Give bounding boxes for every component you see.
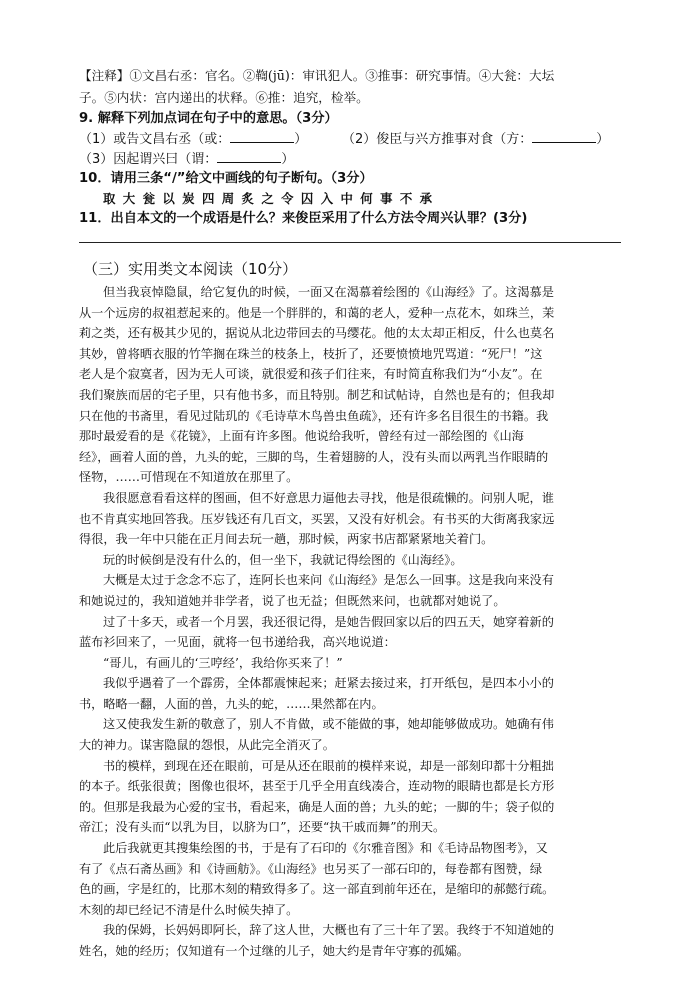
article-line: 木刻的却已经记不清是什么时候失掉了。 [79, 902, 299, 917]
notes-line-2 [79, 88, 619, 108]
article-paragraph [79, 570, 619, 611]
article-line: 玩的时候倒是没有什么的，但一坐下，我就记得绘图的《山海经》。 [103, 552, 463, 567]
article-paragraph [79, 653, 619, 674]
q9-item-3-end: ） [281, 152, 295, 167]
article-line: 也不肯真实地回答我。压岁钱还有几百文，买罢，又没有好机会。有书买的大街离我家远 [79, 511, 555, 526]
notes-text-2: 子。⑤内状：宫内递出的状释。⑥推：追究，检举。 [79, 90, 369, 105]
article-line: 我们聚族而居的宅子里，只有他书多，而且特别。制艺和试帖诗，自然也是有的；但我却 [79, 387, 555, 402]
article-line: 得很，我一年中只能在正月间去玩一趟，那时候，两家书店都紧紧地关着门。 [79, 532, 494, 547]
question-9-item-3 [79, 149, 294, 170]
article-line: 怪物，……可惜现在不知道放在那里了。 [79, 470, 299, 485]
article-line: 书的模样，到现在还在眼前，可是从还在眼前的模样来说，却是一部刻印都十分粗拙 [103, 758, 554, 773]
article-line: 那时最爱看的是《花镜》，上面有许多图。他说给我听，曾经有过一部绘图的《山海 [79, 429, 524, 444]
article-line: 蓝布衫回来了，一见面，就将一包书递给我，高兴地说道： [79, 635, 396, 650]
article-line: 书，略略一翻，人面的兽，九头的蛇，……果然都在内。 [79, 696, 384, 711]
article-line: 色的画，字是红的，比那木刻的精致得多了。这一部直到前年还在，是缩印的郝懿行疏。 [79, 882, 555, 897]
article-line: 姓名，她的经历；仅知道有一个过继的儿子，她大约是青年守寡的孤孀。 [79, 944, 469, 958]
article-paragraph [79, 612, 619, 653]
article-paragraph [79, 282, 619, 488]
question-9-title: 9. 解释下列加点词在句子中的意思。（3分） [79, 111, 338, 126]
q9-item-2-text: （2）俊臣与兴方推事对食（方： [342, 132, 533, 147]
article-line: 大的神力。谋害隐鼠的怨恨，从此完全消灭了。 [79, 738, 335, 753]
notes-line-1 [79, 66, 619, 86]
article-line: 此后我就更其搜集绘图的书，于是有了石印的《尔雅音图》和《毛诗品物图考》，又 [103, 841, 548, 856]
article-line: 的。但那是我最为心爱的宝书，看起来，确是人面的兽；九头的蛇；一脚的牛；袋子似的 [79, 799, 555, 814]
article-line: 我很愿意看看这样的图画，但不好意思力逼他去寻找，他是很疏懒的。问别人呢，谁 [103, 490, 554, 505]
question-9-item-2 [342, 129, 609, 150]
article-line: 大概是太过于念念不忘了，连阿长也来问《山海经》是怎么一回事。这是我向来没有 [103, 573, 554, 588]
article-line: 其妙，曾将晒衣服的竹竿搁在珠兰的枝条上，枝折了，还要愤愤地咒骂道：“死尸！”这 [79, 346, 543, 361]
article-line: 从一个远房的叔祖惹起来的。他是一个胖胖的，和蔼的老人，爱种一点花木，如珠兰，茉 [79, 305, 555, 320]
article-line: 有了《点石斋丛画》和《诗画舫》。《山海经》也另买了一部石印的，每卷都有图赞，绿 [79, 861, 543, 876]
q9-item-2-end: ） [596, 132, 610, 147]
article-paragraph [79, 756, 619, 838]
article-line: 过了十多天，或者一个月罢，我还很记得，是她告假回家以后的四五天，她穿着新的 [103, 614, 554, 629]
article-line: “哥儿，有画儿的‘三哼经’，我给你买来了！” [103, 655, 343, 670]
q9-answer-blank-3[interactable] [217, 149, 281, 163]
q9-item-1-end: ） [294, 132, 308, 147]
article-paragraph [79, 714, 619, 755]
notes-text-1: 【注释】①文昌右丞：官名。②鞫(jū)：审讯犯人。③推事：研究事情。④大瓮：大坛 [79, 68, 555, 83]
article-line: 这又使我发生新的敬意了，别人不肯做，或不能做的事，她却能够做成功。她确有伟 [103, 717, 554, 732]
question-10-title: 10．请用三条“/”给文中画线的句子断句。（3分） [79, 171, 373, 186]
question-9-item-1 [79, 129, 307, 150]
q9-item-1-text: （1）或告文昌右丞（或： [79, 132, 231, 147]
article-line: 老人是个寂寞者，因为无人可谈，就很爱和孩子们往来，有时简直称我们为“小友”。在 [79, 367, 543, 382]
question-10-sentence: 取大瓮以炭四周炙之令囚入中何事不承 [103, 191, 440, 206]
article-line: 我似乎遇着了一个霹雳，全体都震悚起来；赶紧去接过来，打开纸包，是四本小小的 [103, 676, 554, 691]
article-paragraph [79, 673, 619, 714]
question-11-title: 11．出自本文的一个成语是什么？来俊臣采用了什么方法令周兴认罪？(3分) [79, 211, 528, 226]
article-paragraph [79, 550, 619, 571]
article-paragraph [79, 920, 619, 961]
article-line: 经》，画着人面的兽，九头的蛇，三脚的鸟，生着翅膀的人，没有头而以两乳当作眼睛的 [79, 449, 549, 464]
article-line: 但当我哀悼隐鼠，给它复仇的时候，一面又在渴慕着绘图的《山海经》了。这渴慕是 [103, 285, 554, 299]
section-divider [79, 242, 621, 243]
article-line: 莉之类，还有极其少见的，据说从北边带回去的马缨花。他的太太却正相反，什么也莫名 [79, 326, 555, 341]
article-line: 只在他的书斋里，看见过陆玑的《毛诗草木鸟兽虫鱼疏》，还有许多名目很生的书籍。我 [79, 408, 549, 423]
article-paragraph [79, 488, 619, 550]
section-3-title: （三）实用类文本阅读（10分） [83, 260, 298, 278]
article-line: 和她说过的，我知道她并非学者，说了也无益；但既然来问，也就都对她说了。 [79, 593, 506, 608]
article-line: 帝江；没有头而“以乳为目，以脐为口”，还要“执干戚而舞”的刑天。 [79, 820, 446, 835]
q9-answer-blank-2[interactable] [532, 129, 596, 143]
article-line: 的本子。纸张很黄；图像也很坏，甚至于几乎全用直线凑合，连动物的眼睛也都是长方形 [79, 779, 555, 794]
q9-answer-blank-1[interactable] [230, 129, 294, 143]
article-paragraph [79, 838, 619, 920]
q9-item-3-text: （3）因起谓兴曰（谓： [79, 152, 218, 167]
article-line: 我的保姆，长妈妈即阿长，辞了这人世，大概也有了三十年了罢。我终于不知道她的 [103, 923, 554, 938]
article-body [79, 282, 619, 962]
